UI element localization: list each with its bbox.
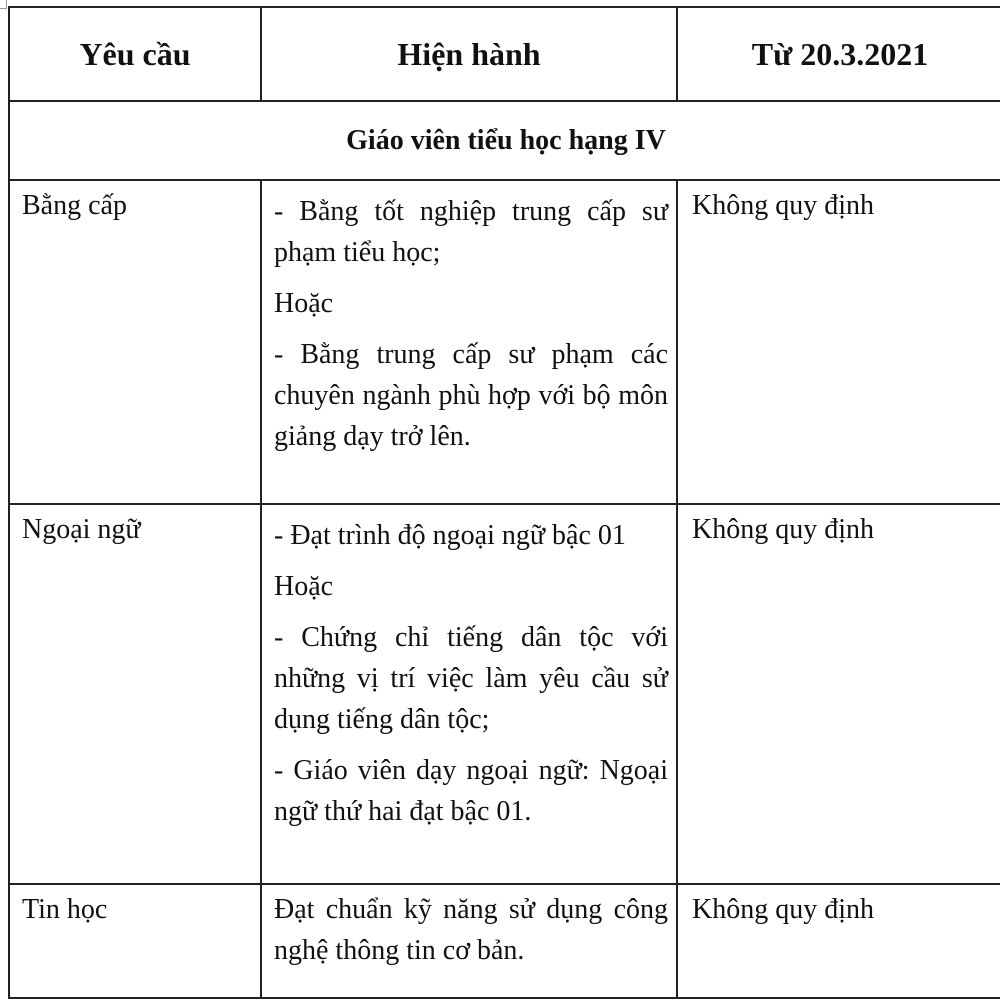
from-date-value: Không quy định xyxy=(692,514,874,545)
current-text: - Bằng tốt nghiệp trung cấp sư phạm tiểu học; xyxy=(274,196,668,268)
requirement-cell xyxy=(9,180,261,504)
from-date-cell xyxy=(677,884,1000,998)
current-text: - Chứng chỉ tiếng dân tộc với những vị trí việc làm yêu cầu sử dụng tiếng dân tộc; xyxy=(274,622,668,735)
header-from-date: Từ 20.3.2021 xyxy=(677,7,1000,101)
requirement-label: Tin học xyxy=(22,894,108,925)
from-date-value: Không quy định xyxy=(692,190,874,221)
current-cell xyxy=(261,180,677,504)
header-current: Hiện hành xyxy=(261,7,677,101)
requirement-label: Ngoại ngữ xyxy=(22,514,141,545)
current-text: - Giáo viên dạy ngoại ngữ: Ngoại ngữ thứ hai đạt bậc 01. xyxy=(274,755,668,827)
requirement-label: Bằng cấp xyxy=(22,190,127,221)
comparison-table xyxy=(8,6,1000,999)
current-cell xyxy=(261,884,677,998)
current-text: - Bằng trung cấp sư phạm các chuyên ngành phù hợp với bộ môn giảng dạy trở lên. xyxy=(274,339,668,452)
from-date-cell xyxy=(677,180,1000,504)
current-cell xyxy=(261,504,677,884)
requirement-cell xyxy=(9,504,261,884)
current-text: Hoặc xyxy=(274,288,334,319)
table-header-row xyxy=(9,7,1000,101)
header-requirement: Yêu cầu xyxy=(9,7,261,101)
table-row xyxy=(9,504,1000,884)
current-text: Đạt chuẩn kỹ năng sử dụng công nghệ thông tin cơ bản. xyxy=(274,894,668,966)
requirement-cell xyxy=(9,884,261,998)
current-text: Hoặc xyxy=(274,571,334,602)
table-row xyxy=(9,180,1000,504)
from-date-value: Không quy định xyxy=(692,894,874,925)
page-corner-mark xyxy=(0,0,7,9)
table-row xyxy=(9,884,1000,998)
section-title: Giáo viên tiểu học hạng IV xyxy=(9,101,1000,180)
section-row xyxy=(9,101,1000,180)
from-date-cell xyxy=(677,504,1000,884)
current-text: - Đạt trình độ ngoại ngữ bậc 01 xyxy=(274,520,626,551)
